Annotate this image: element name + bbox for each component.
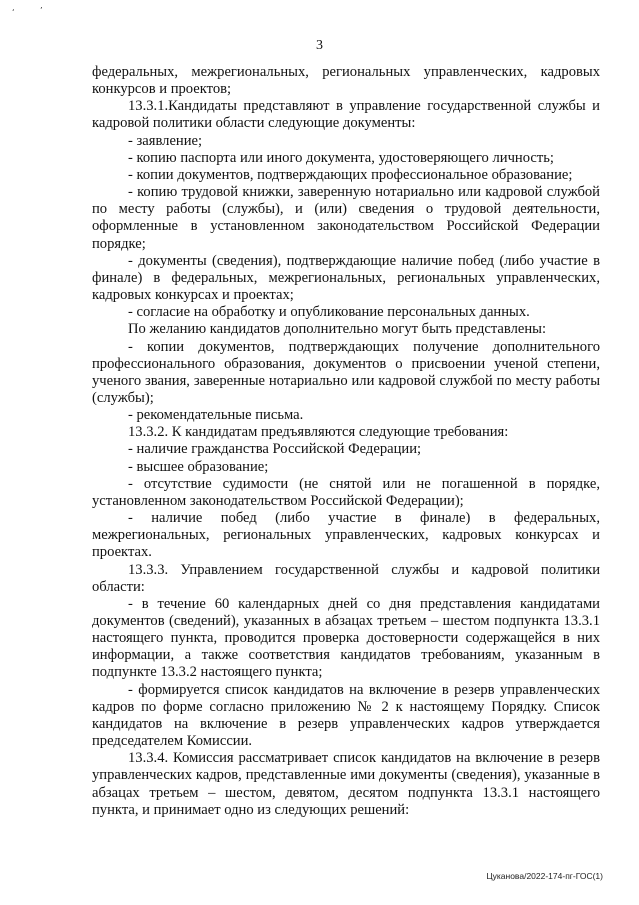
paragraph: - формируется список кандидатов на включение в резерв управленческих кадров по форме согласно приложению № 2 к настоящему Порядку. Список кандидатов на включение в резерв управленческих кадров утверждается председателем Комиссии. bbox=[92, 681, 600, 750]
paragraph: - рекомендательные письма. bbox=[128, 407, 304, 424]
paragraph: 13.3.2. К кандидатам предъявляются следующие требования: bbox=[128, 424, 509, 441]
paragraph: - заявление; bbox=[128, 132, 203, 149]
paragraph: 13.3.3. Управлением государственной службы и кадровой политики области: bbox=[92, 561, 600, 595]
paragraph: - копии документов, подтверждающих получение дополнительного профессионального образования, документов о присвоении ученой степени, ученого звания, заверенные нотариально или кадровой службой по месту работы (службы); bbox=[92, 338, 600, 406]
paragraph: - документы (сведения), подтверждающие наличие побед (либо участие в финале) в федеральных, межрегиональных, региональных управленческих, кадровых конкурсах и проектах; bbox=[92, 252, 600, 304]
paragraph: - наличие побед (либо участие в финале) в федеральных, межрегиональных, региональных управленческих, кадровых конкурсах и проектах. bbox=[92, 510, 600, 561]
scan-speck-icon: ’ bbox=[40, 6, 43, 15]
paragraph: - высшее образование; bbox=[128, 458, 269, 475]
paragraph: 13.3.4. Комиссия рассматривает список кандидатов на включение в резерв управленческих кадров, представленные ими документы (сведения), указанные в абзацах третьем – шестом, девятом, десятом подпункта 13.3.1 настоящего пункта, и принимает одно из следующих решений: bbox=[92, 750, 600, 818]
paragraph: 13.3.1.Кандидаты представляют в управление государственной службы и кадровой политики области следующие документы: bbox=[92, 98, 600, 132]
paragraph: - наличие гражданства Российской Федерации; bbox=[128, 441, 422, 458]
paragraph: федеральных, межрегиональных, региональных управленческих, кадровых конкурсов и проектов; bbox=[92, 64, 600, 98]
paragraph: - согласие на обработку и опубликование персональных данных. bbox=[128, 304, 530, 321]
paragraph: - копии документов, подтверждающих профессиональное образование; bbox=[128, 166, 573, 183]
scan-speck-icon: ‘ bbox=[12, 8, 15, 17]
paragraph: - копию трудовой книжки, заверенную нотариально или кадровой службой по месту работы (службы), и (или) сведения о трудовой деятельности, оформленные в установленном законодательством Российской Федерации порядке; bbox=[92, 184, 600, 252]
paragraph: - в течение 60 календарных дней со дня представления кандидатами документов (сведений), указанных в абзацах третьем – шестом подпункта 13.3.1 настоящего пункта, проводится проверка достоверности содержащейся в них информации, а также соответствия кандидатов требованиям, указанным в подпункте 13.3.2 настоящего пункта; bbox=[92, 595, 600, 681]
paragraph: - копию паспорта или иного документа, удостоверяющего личность; bbox=[128, 149, 554, 166]
paragraph: - отсутствие судимости (не снятой или не погашенной в порядке, установленном законодательством Российской Федерации); bbox=[92, 475, 600, 509]
page-number: 3 bbox=[316, 38, 323, 53]
document-body bbox=[92, 64, 600, 819]
paragraph: По желанию кандидатов дополнительно могут быть представлены: bbox=[128, 321, 547, 338]
footer-reference: Цуканова/2022-174-пг-ГОС(1) bbox=[486, 871, 603, 881]
